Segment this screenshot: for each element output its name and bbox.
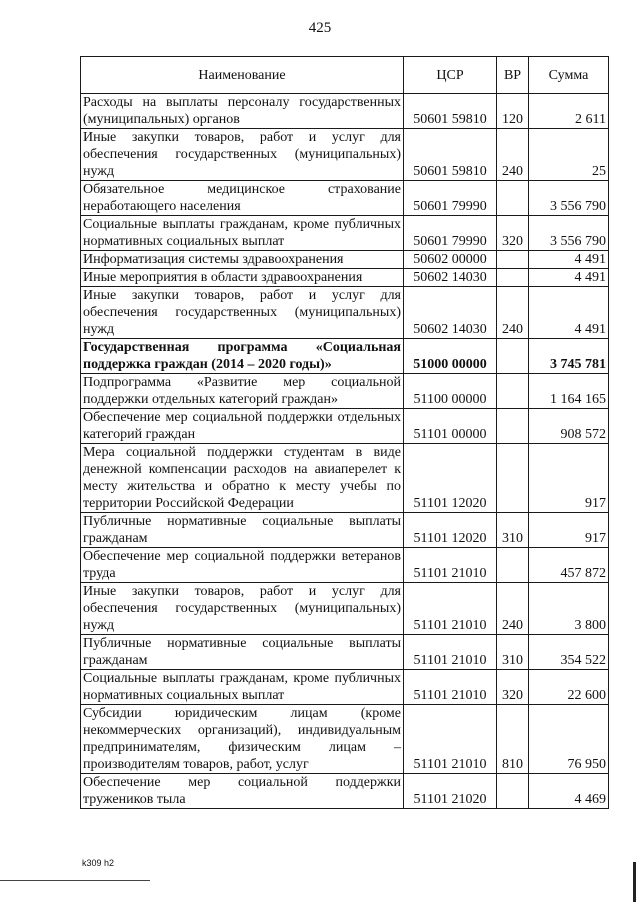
row-name: Иные мероприятия в области здравоохранения — [81, 269, 404, 287]
row-sum: 76 950 — [529, 705, 609, 774]
row-vr: 240 — [497, 583, 529, 635]
scan-edge-mark — [633, 862, 636, 902]
row-sum: 457 872 — [529, 548, 609, 583]
row-vr — [497, 181, 529, 216]
row-name: Публичные нормативные социальные выплаты гражданам — [81, 635, 404, 670]
table-row — [81, 583, 609, 635]
row-vr — [497, 374, 529, 409]
row-sum: 3 745 781 — [529, 339, 609, 374]
row-csr: 50601 79990 — [404, 216, 497, 251]
table-row — [81, 129, 609, 181]
row-name: Мера социальной поддержки студентам в виде денежной компенсации расходов на авиаперелет к месту жительства и обратно к месту учебы по территории Российской Федерации — [81, 444, 404, 513]
row-vr: 310 — [497, 635, 529, 670]
table-row — [81, 287, 609, 339]
table-row — [81, 339, 609, 374]
table-row — [81, 635, 609, 670]
row-name: Иные закупки товаров, работ и услуг для обеспечения государственных (муниципальных) нужд — [81, 129, 404, 181]
row-csr: 51101 21010 — [404, 583, 497, 635]
row-csr: 51101 12020 — [404, 513, 497, 548]
header-csr: ЦСР — [404, 57, 497, 94]
table-row — [81, 705, 609, 774]
row-sum: 3 556 790 — [529, 181, 609, 216]
row-sum: 22 600 — [529, 670, 609, 705]
row-name: Субсидии юридическим лицам (кроме некоммерческих организаций), индивидуальным предпринимателям, физическим лицам – производителям товаров, работ, услуг — [81, 705, 404, 774]
row-sum: 354 522 — [529, 635, 609, 670]
row-csr: 50601 59810 — [404, 129, 497, 181]
row-name: Государственная программа «Социальная поддержка граждан (2014 – 2020 годы)» — [81, 339, 404, 374]
table-row — [81, 670, 609, 705]
row-name: Публичные нормативные социальные выплаты гражданам — [81, 513, 404, 548]
row-csr: 51101 21020 — [404, 774, 497, 809]
row-name: Обязательное медицинское страхование неработающего населения — [81, 181, 404, 216]
row-name: Социальные выплаты гражданам, кроме публичных нормативных социальных выплат — [81, 216, 404, 251]
row-sum: 25 — [529, 129, 609, 181]
table-row — [81, 513, 609, 548]
row-csr: 51101 00000 — [404, 409, 497, 444]
table-row — [81, 409, 609, 444]
row-csr: 51101 21010 — [404, 705, 497, 774]
table-row — [81, 548, 609, 583]
header-name: Наименование — [81, 57, 404, 94]
row-vr: 810 — [497, 705, 529, 774]
table-row — [81, 251, 609, 269]
row-name: Иные закупки товаров, работ и услуг для обеспечения государственных (муниципальных) нужд — [81, 583, 404, 635]
row-vr: 240 — [497, 129, 529, 181]
row-sum: 4 469 — [529, 774, 609, 809]
row-name: Иные закупки товаров, работ и услуг для обеспечения государственных (муниципальных) нужд — [81, 287, 404, 339]
footer-document-code: k309 h2 — [82, 858, 115, 868]
row-vr — [497, 774, 529, 809]
row-sum: 3 800 — [529, 583, 609, 635]
row-name: Подпрограмма «Развитие мер социальной поддержки отдельных категорий граждан» — [81, 374, 404, 409]
row-sum: 4 491 — [529, 287, 609, 339]
table-row — [81, 774, 609, 809]
row-sum: 4 491 — [529, 269, 609, 287]
row-csr: 50601 59810 — [404, 94, 497, 129]
row-csr: 50602 14030 — [404, 287, 497, 339]
table-row — [81, 181, 609, 216]
table-row — [81, 94, 609, 129]
row-vr — [497, 444, 529, 513]
row-vr: 320 — [497, 670, 529, 705]
row-sum: 4 491 — [529, 251, 609, 269]
row-sum: 1 164 165 — [529, 374, 609, 409]
row-sum: 917 — [529, 444, 609, 513]
row-name: Расходы на выплаты персоналу государственных (муниципальных) органов — [81, 94, 404, 129]
row-name: Обеспечение мер социальной поддержки тружеников тыла — [81, 774, 404, 809]
row-vr: 120 — [497, 94, 529, 129]
row-csr: 50601 79990 — [404, 181, 497, 216]
row-sum: 2 611 — [529, 94, 609, 129]
row-csr: 51000 00000 — [404, 339, 497, 374]
table-row — [81, 216, 609, 251]
row-vr: 310 — [497, 513, 529, 548]
row-vr — [497, 409, 529, 444]
row-csr: 50602 00000 — [404, 251, 497, 269]
row-csr: 51101 21010 — [404, 548, 497, 583]
page-number: 425 — [308, 20, 332, 36]
table-row — [81, 374, 609, 409]
row-vr: 320 — [497, 216, 529, 251]
header-vr: ВР — [497, 57, 529, 94]
row-name: Обеспечение мер социальной поддержки ветеранов труда — [81, 548, 404, 583]
row-sum: 917 — [529, 513, 609, 548]
row-name: Обеспечение мер социальной поддержки отдельных категорий граждан — [81, 409, 404, 444]
row-csr: 51101 12020 — [404, 444, 497, 513]
table-row — [81, 444, 609, 513]
row-csr: 51100 00000 — [404, 374, 497, 409]
row-vr — [497, 251, 529, 269]
row-name: Информатизация системы здравоохранения — [81, 251, 404, 269]
footer-divider — [0, 880, 150, 881]
row-vr — [497, 548, 529, 583]
budget-table — [80, 56, 609, 809]
row-name: Социальные выплаты гражданам, кроме публичных нормативных социальных выплат — [81, 670, 404, 705]
row-sum: 3 556 790 — [529, 216, 609, 251]
row-csr: 50602 14030 — [404, 269, 497, 287]
row-sum: 908 572 — [529, 409, 609, 444]
header-sum: Сумма — [529, 57, 609, 94]
row-csr: 51101 21010 — [404, 670, 497, 705]
table-header-row — [81, 57, 609, 94]
table-row — [81, 269, 609, 287]
row-csr: 51101 21010 — [404, 635, 497, 670]
row-vr: 240 — [497, 287, 529, 339]
row-vr — [497, 339, 529, 374]
row-vr — [497, 269, 529, 287]
